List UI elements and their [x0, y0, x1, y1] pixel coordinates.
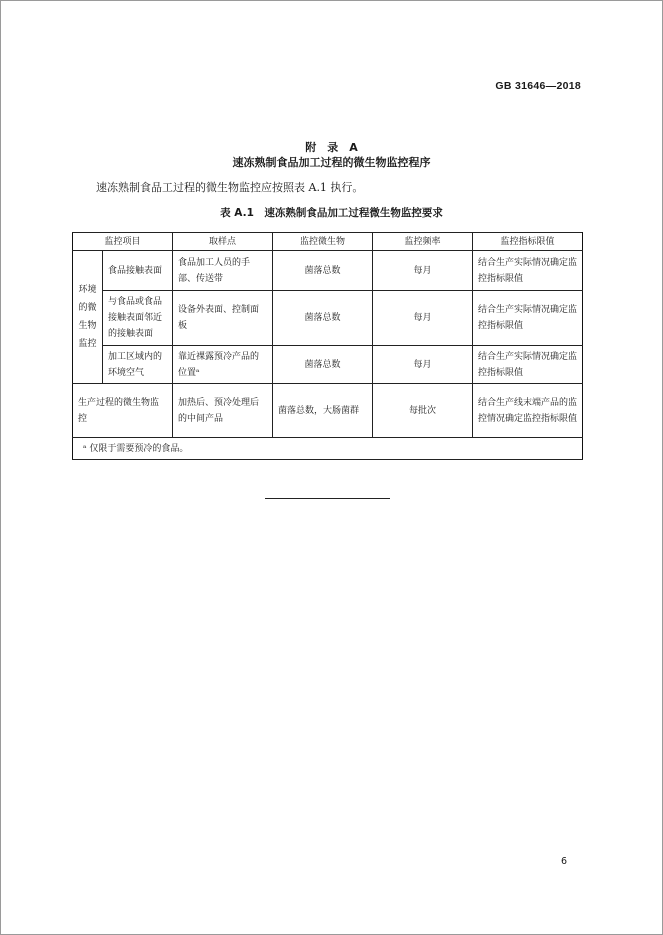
environment-group-label: 环境的微生物监控 [73, 251, 103, 384]
intro-paragraph: 速冻熟制食品工过程的微生物监控应按照表 A.1 执行。 [96, 181, 364, 194]
row-limit: 结合生产实际情况确定监控指标限值 [473, 291, 583, 346]
header-cell: 监控频率 [373, 233, 473, 251]
process-microbe: 菌落总数，大肠菌群 [273, 384, 373, 438]
row-frequency: 每月 [373, 291, 473, 346]
table-footnote: ᵃ 仅限于需要预冷的食品。 [73, 438, 583, 460]
process-limit: 结合生产线末端产品的监控情况确定监控指标限值 [473, 384, 583, 438]
row-sampling-point: 靠近裸露预冷产品的位置ᵃ [173, 346, 273, 384]
row-microbe: 菌落总数 [273, 251, 373, 291]
header-cell: 监控指标限值 [473, 233, 583, 251]
table-row [73, 346, 583, 384]
table-row [73, 291, 583, 346]
page-number: 6 [561, 856, 568, 867]
row-microbe: 菌落总数 [273, 346, 373, 384]
standard-code: GB 31646—2018 [495, 80, 581, 92]
process-item: 生产过程的微生物监控 [73, 384, 173, 438]
header-cell: 取样点 [173, 233, 273, 251]
appendix-subtitle: 速冻熟制食品加工过程的微生物监控程序 [232, 156, 431, 169]
row-item: 食品接触表面 [103, 251, 173, 291]
appendix-title: 附 录 A [305, 141, 358, 154]
header-cell: 监控项目 [73, 233, 173, 251]
row-limit: 结合生产实际情况确定监控指标限值 [473, 346, 583, 384]
table-row [73, 251, 583, 291]
row-microbe: 菌落总数 [273, 291, 373, 346]
process-sampling-point: 加热后、预冷处理后的中间产品 [173, 384, 273, 438]
end-rule [265, 498, 390, 499]
process-row [73, 384, 583, 438]
monitoring-table [72, 232, 583, 460]
footnote-row [73, 438, 583, 460]
row-frequency: 每月 [373, 346, 473, 384]
table-header-row [73, 233, 583, 251]
row-item: 加工区域内的环境空气 [103, 346, 173, 384]
row-limit: 结合生产实际情况确定监控指标限值 [473, 251, 583, 291]
row-item: 与食品或食品接触表面邻近的接触表面 [103, 291, 173, 346]
row-sampling-point: 食品加工人员的手部、传送带 [173, 251, 273, 291]
row-frequency: 每月 [373, 251, 473, 291]
header-cell: 监控微生物 [273, 233, 373, 251]
row-sampling-point: 设备外表面、控制面板 [173, 291, 273, 346]
process-frequency: 每批次 [373, 384, 473, 438]
table-caption: 表 A.1 速冻熟制食品加工过程微生物监控要求 [220, 207, 443, 219]
